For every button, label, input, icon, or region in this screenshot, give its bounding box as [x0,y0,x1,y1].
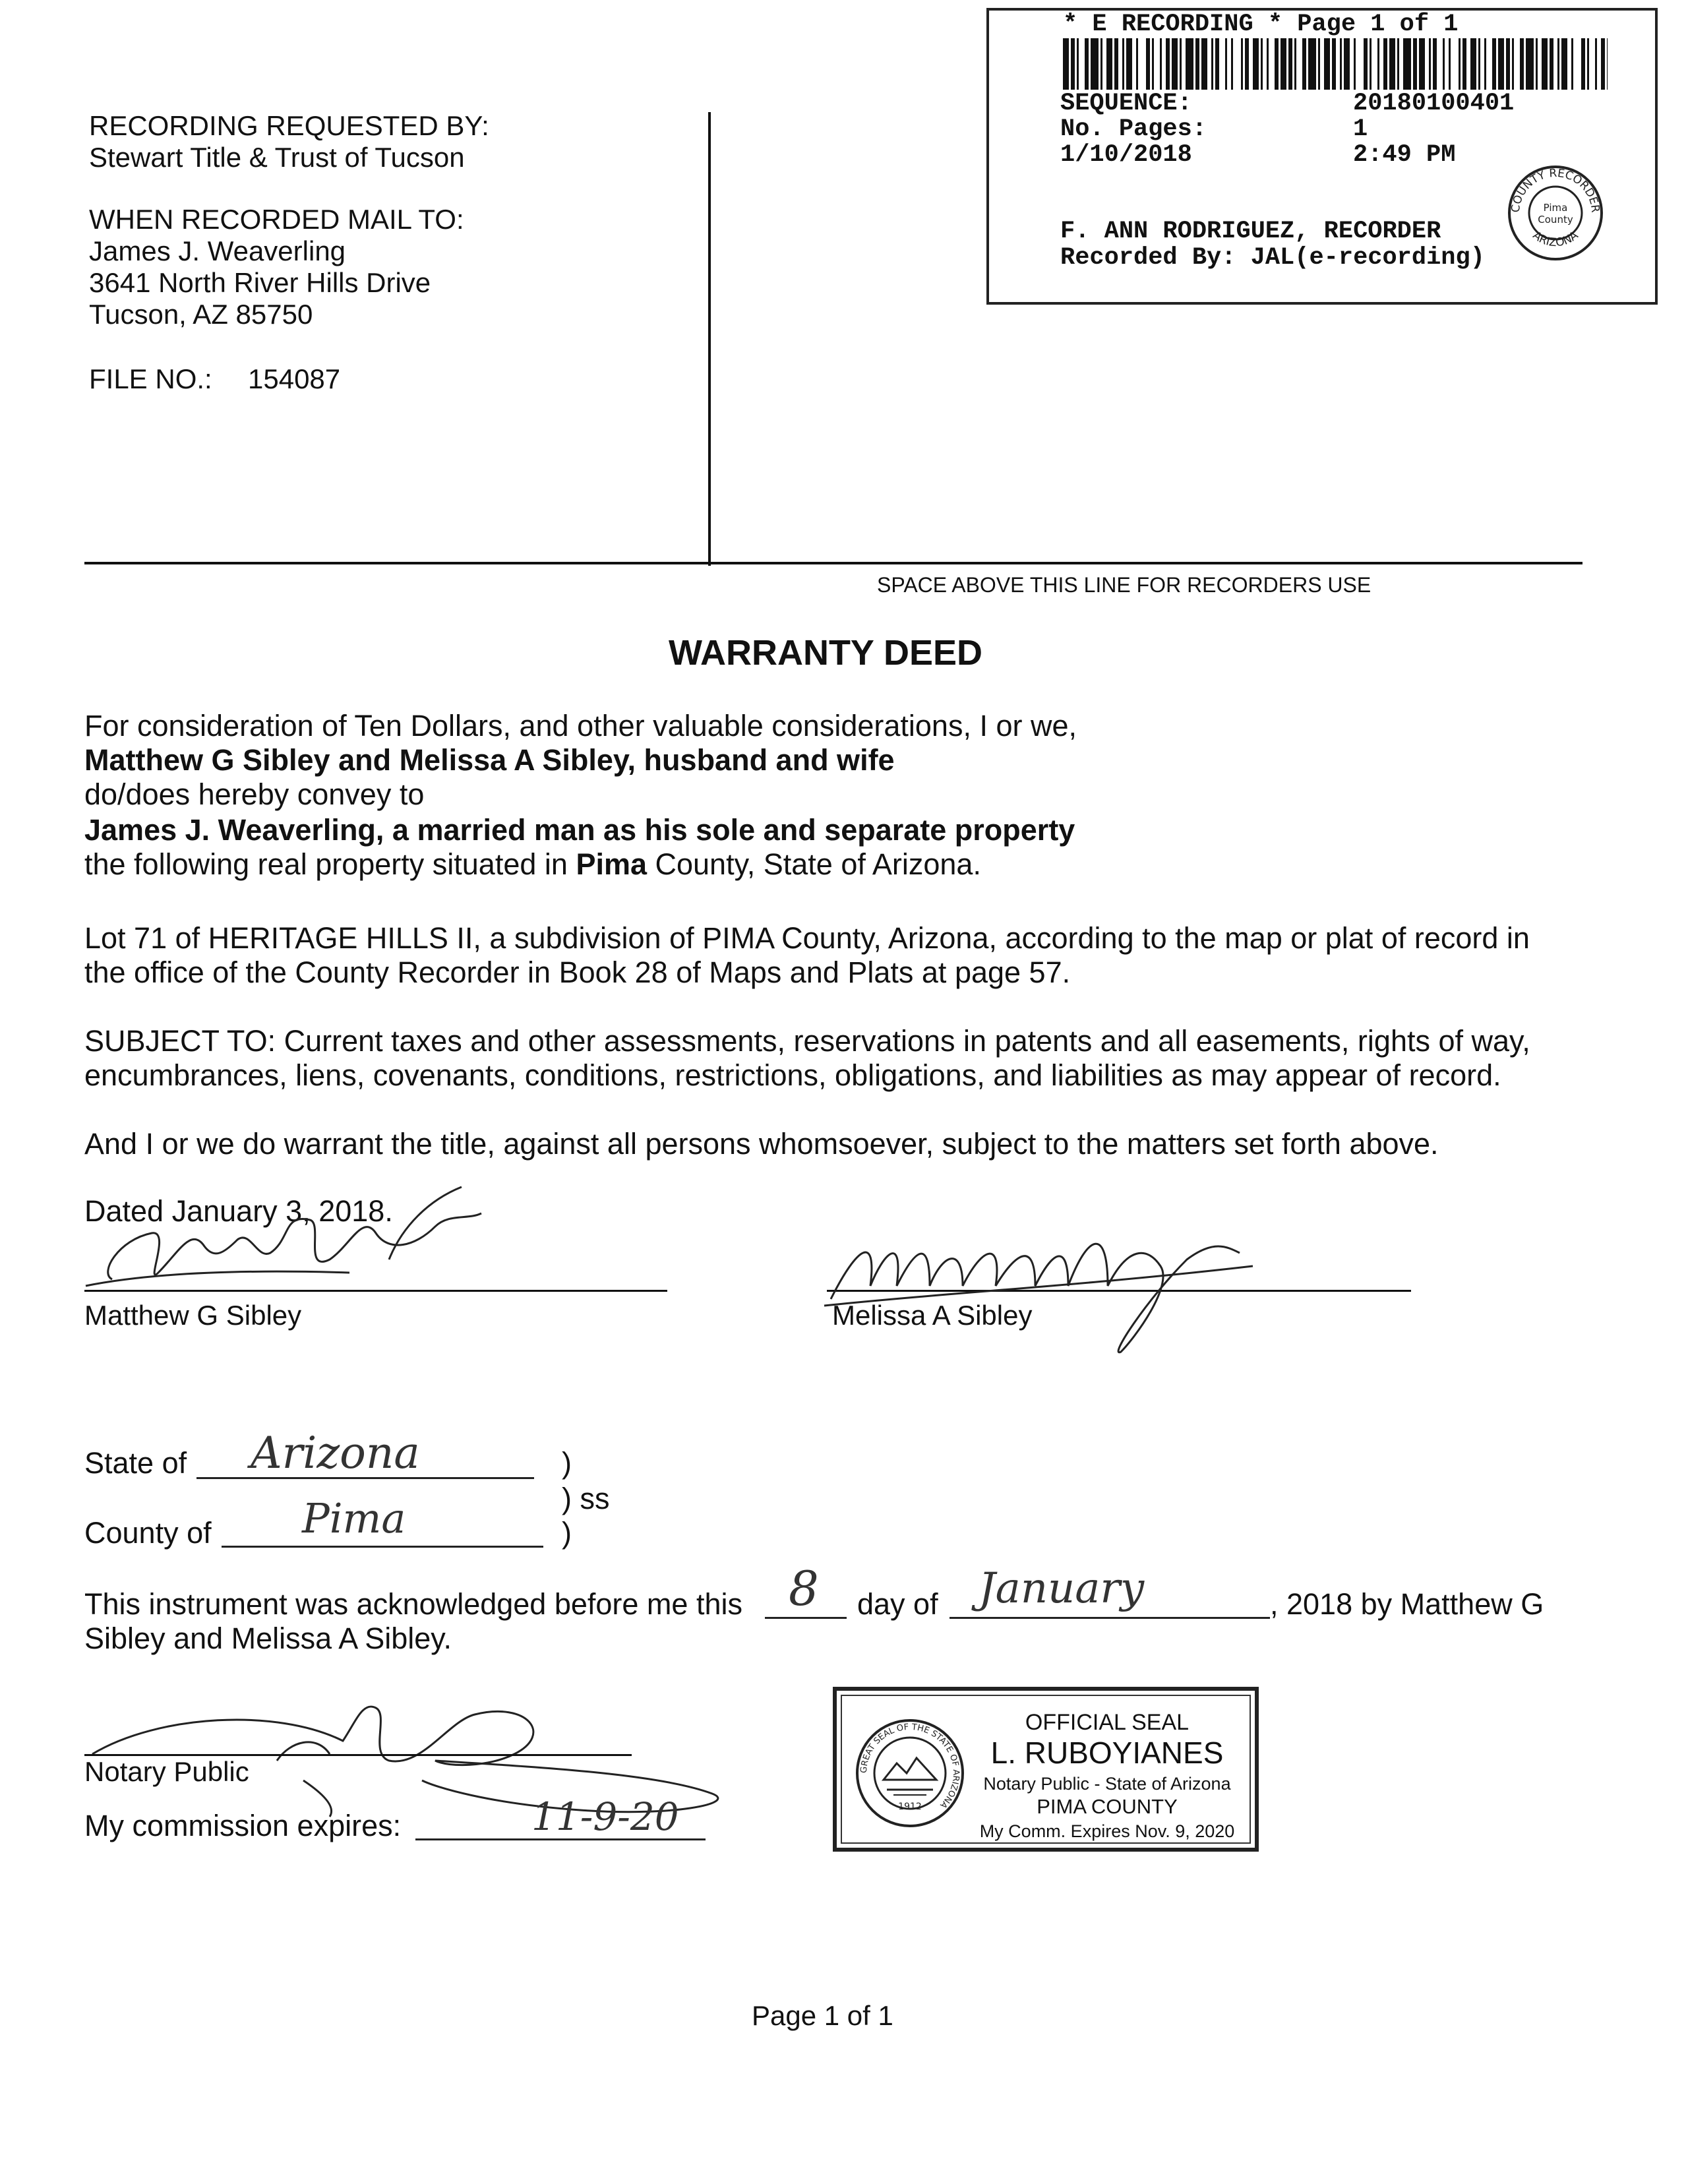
ack-prefix: This instrument was acknowledged before me this [84,1587,742,1621]
mail-to-label: WHEN RECORDED MAIL TO: [89,204,464,235]
commission-value: 11-9-20 [531,1794,679,1839]
barcode-bar [1542,38,1548,90]
barcode-bar [1267,38,1269,90]
mail-to-name: James J. Weaverling [89,235,346,266]
barcode-bar [1136,38,1138,90]
barcode-bar [1106,38,1112,90]
seal-ring-text: GREAT SEAL OF THE STATE OF ARIZONA [859,1722,961,1810]
state-seal-emblem [854,1717,966,1829]
county-label: County of [84,1516,212,1550]
barcode-bar [1587,38,1589,90]
recorder-header: * E RECORDING * Page 1 of 1 [1063,11,1459,38]
signer-2-name: Melissa A Sibley [832,1300,1033,1331]
property-location [84,847,981,882]
barcode-bar [1122,38,1124,90]
barcode-bar [1429,38,1431,90]
barcode-bar [1166,38,1170,90]
sequence-label: SEQUENCE: [1060,90,1192,117]
barcode-bar [1550,38,1553,90]
recorder-stamp-box [986,8,1658,305]
barcode-bar [1294,38,1296,90]
barcode-bar [1462,38,1466,90]
ack-suffix: , 2018 by Matthew G [1270,1587,1544,1621]
barcode-bar [1526,38,1534,90]
state-label: State of [84,1446,187,1480]
barcode-bar [1114,38,1118,90]
ss-label: ) ss [562,1482,610,1515]
month-blank [950,1617,1270,1619]
subject-to-1: SUBJECT TO: Current taxes and other assessments, reservations in patents and all easements, rights of way, [84,1024,1530,1058]
barcode-bar [1195,38,1199,90]
barcode-bar [1241,38,1243,90]
ack-line-2: Sibley and Melissa A Sibley. [84,1622,452,1655]
barcode-bar [1146,38,1150,90]
barcode-bar [1152,38,1154,90]
convey-text: do/does hereby convey to [84,777,425,811]
notary-public-label: Notary Public [84,1756,249,1787]
notary-name: L. RUBOYIANES [990,1736,1224,1770]
barcode-bar [1449,38,1451,90]
barcode-bar [1370,38,1372,90]
barcode-bar [1377,38,1379,90]
seal-line-1: Notary Public - State of Arizona [983,1774,1231,1794]
seal-expires: My Comm. Expires Nov. 9, 2020 [979,1821,1235,1841]
recorder-name: F. ANN RODRIGUEZ, RECORDER [1060,218,1441,245]
barcode-bar [1520,38,1524,90]
barcode-bar [1308,38,1316,90]
signer-1-name: Matthew G Sibley [84,1300,302,1331]
barcode-bar [1201,38,1207,90]
barcode-bar [1215,38,1219,90]
barcode-bar [1281,38,1286,90]
barcode-bar [1607,38,1608,90]
barcode-bar [1389,38,1395,90]
barcode-bar [1302,38,1306,90]
barcode-bar [1077,38,1079,90]
barcode-bar [1595,38,1597,90]
recorders-use-note: SPACE ABOVE THIS LINE FOR RECORDERS USE [877,573,1372,597]
signature-matthew [73,1174,495,1299]
record-time: 2:49 PM [1353,141,1456,169]
barcode-bar [1403,38,1411,90]
barcode-bar [1085,38,1089,90]
barcode-bar [1245,38,1249,90]
stamp-ring-top: COUNTY RECORDER [1509,166,1602,214]
barcode-bar [1571,38,1573,90]
barcode-bar [1470,38,1476,90]
grantors: Matthew G Sibley and Melissa A Sibley, husband and wife [84,743,895,777]
barcode-bar [1126,38,1132,90]
county-blank [222,1546,543,1548]
stamp-center-1: Pima [1543,202,1568,214]
barcode-bar [1071,38,1075,90]
barcode-bar [1288,38,1292,90]
sequence-value: 20180100401 [1353,90,1515,117]
barcode-bar [1364,38,1368,90]
barcode-bar [1332,38,1336,90]
barcode-bar [1557,38,1559,90]
barcode-bar [1063,38,1069,90]
notary-official-seal [833,1687,1259,1852]
barcode-bar [1506,38,1510,90]
pages-label: No. Pages: [1060,115,1207,143]
legal-description-2: the office of the County Recorder in Book 28 of Maps and Plats at page 57. [84,956,1071,989]
state-value: Arizona [251,1428,420,1478]
barcode-bar [1344,38,1350,90]
stamp-ring-bottom: ARIZONA [1530,229,1581,250]
barcode-bar [1225,38,1227,90]
barcode-bar [1318,38,1320,90]
barcode-bar [1601,38,1605,90]
barcode-bar [1340,38,1342,90]
barcode-bar [1354,38,1356,90]
day-of-label: day of [857,1587,938,1621]
barcode-bar [1459,38,1461,90]
subject-to-2: encumbrances, liens, covenants, conditions, restrictions, obligations, and liabilities as may appear of record. [84,1058,1501,1092]
barcode-bar [1275,38,1279,90]
recording-requested-by: Stewart Title & Trust of Tucson [89,142,465,173]
file-number-label: FILE NO.: [89,363,212,394]
state-paren: ) [562,1446,572,1480]
property-prefix: the following real property situated in [84,847,576,881]
recording-requested-label: RECORDING REQUESTED BY: [89,110,489,141]
county-name: Pima [576,847,647,881]
barcode-bar [1492,38,1496,90]
barcode-bar [1478,38,1480,90]
seal-title: OFFICIAL SEAL [1025,1710,1190,1735]
barcode-bar [1253,38,1259,90]
month-value: January [979,1564,1145,1613]
stamp-center-2: County [1538,214,1573,226]
barcode-bar [1091,38,1099,90]
pages-value: 1 [1353,115,1368,143]
record-date: 1/10/2018 [1060,141,1192,169]
mail-to-street: 3641 North River Hills Drive [89,267,431,298]
deed-title: WARRANTY DEED [668,633,983,673]
day-value: 8 [789,1561,819,1616]
barcode-bar [1419,38,1425,90]
barcode-bar [1180,38,1182,90]
barcode-bar [1211,38,1213,90]
file-number: 154087 [248,363,341,394]
barcode-bar [1498,38,1504,90]
dated-line: Dated January 3, 2018. [84,1194,393,1228]
barcode-bar [1433,38,1437,90]
barcode [1063,38,1608,90]
legal-description-1: Lot 71 of HERITAGE HILLS II, a subdivision of PIMA County, Arizona, according to the map or plat of record in [84,921,1530,955]
commission-label: My commission expires: [84,1809,402,1842]
barcode-bar [1100,38,1102,90]
barcode-bar [1160,38,1162,90]
barcode-bar [1383,38,1387,90]
seal-county: PIMA COUNTY [1037,1795,1178,1818]
county-value: Pima [302,1494,406,1542]
mail-to-city: Tucson, AZ 85750 [89,299,313,330]
header-vertical-divider [708,112,711,566]
signature-melissa [818,1207,1266,1358]
barcode-bar [1186,38,1193,90]
property-suffix: County, State of Arizona. [647,847,981,881]
barcode-bar [1397,38,1399,90]
seal-year: 1912 [898,1802,922,1812]
page-number: Page 1 of 1 [752,2000,893,2031]
grantee: James J. Weaverling, a married man as his sole and separate property [84,813,1075,847]
barcode-bar [1261,38,1263,90]
barcode-bar [1413,38,1417,90]
barcode-bar [1484,38,1486,90]
barcode-bar [1536,38,1538,90]
barcode-bar [1561,38,1567,90]
barcode-bar [1512,38,1514,90]
barcode-bar [1443,38,1445,90]
county-paren: ) [562,1516,572,1550]
county-recorder-stamp [1506,164,1605,262]
warranty-clause: And I or we do warrant the title, against all persons whomsoever, subject to the matters set forth above. [84,1127,1439,1161]
barcode-bar [1172,38,1178,90]
barcode-bar [1231,38,1233,90]
barcode-bar [1324,38,1330,90]
recorded-by: Recorded By: JAL(e-recording) [1060,244,1485,272]
day-blank [765,1617,847,1619]
barcode-bar [1581,38,1585,90]
recorders-use-line [84,562,1582,564]
consideration-text: For consideration of Ten Dollars, and other valuable considerations, I or we, [84,709,1077,743]
